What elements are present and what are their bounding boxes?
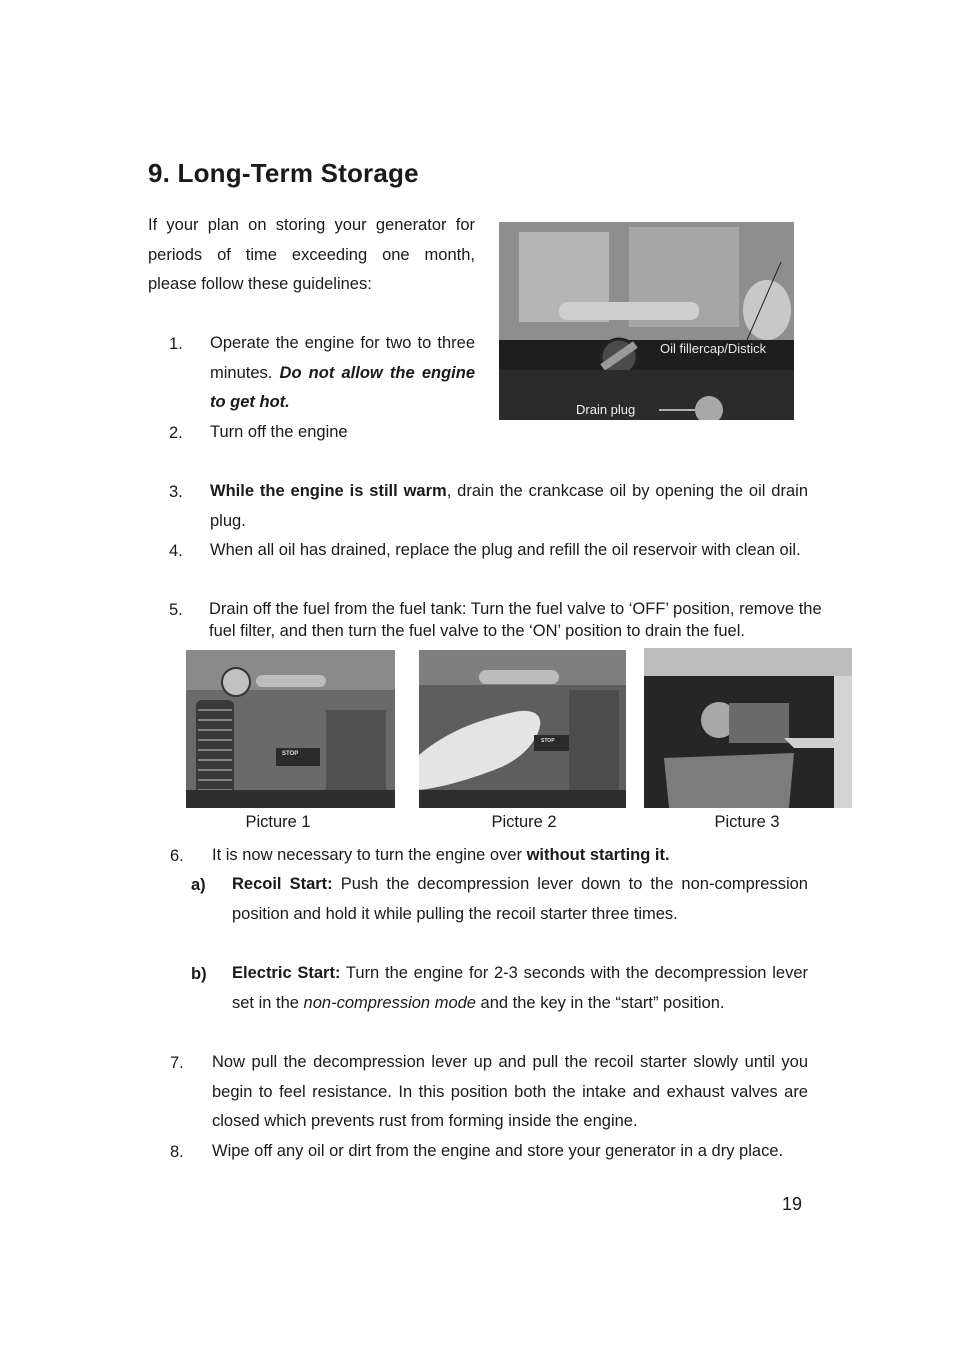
picture-2-stop-label: STOP <box>541 738 555 744</box>
step-1 <box>210 329 475 418</box>
step-4-text: When all oil has drained, replace the plug and refill the oil reservoir with clean oil. <box>210 541 801 559</box>
step-3-text: , drain the crankcase oil by opening the oil drain plug. <box>210 482 808 530</box>
picture-3-drain-tray <box>644 648 852 808</box>
substep-a <box>232 870 808 929</box>
step-3-number: 3. <box>169 483 183 501</box>
oil-fillercap-label: Oil fillercap/Distick <box>660 341 767 356</box>
picture-2-hand-valve <box>419 650 626 808</box>
substep-a-label: a) <box>191 876 206 894</box>
step-5-text: Drain off the fuel from the fuel tank: Turn the fuel valve to ‘OFF’ position, remove the fuel filter, and then turn the fuel valve to the ‘ON’ position to drain the fuel. <box>209 600 822 640</box>
step-2-number: 2. <box>169 424 183 442</box>
step-5-number: 5. <box>169 601 183 619</box>
substep-b-text-2: and the key in the “start” position. <box>475 993 725 1012</box>
page-number: 19 <box>782 1194 803 1214</box>
substep-b-mode: non-compression mode <box>303 993 476 1012</box>
substep-b <box>232 959 808 1018</box>
picture-2-caption: Picture 2 <box>491 813 557 831</box>
substep-b-label: b) <box>191 965 207 983</box>
step-7-text: Now pull the decompression lever up and pull the recoil starter slowly until you begin to feel resistance. In this position both the intake and exhaust valves are closed which prevents rust from forming inside the engine. <box>212 1053 808 1130</box>
step-6-emphasis: without starting it. <box>526 846 670 864</box>
substep-b-title: Electric Start: <box>232 964 341 982</box>
substep-a-text: Push the decompression lever down to the non-compression position and hold it while pulling the recoil starter three times. <box>232 875 808 923</box>
step-8-number: 8. <box>170 1143 184 1161</box>
intro-paragraph: If your plan on storing your generator for periods of time exceeding one month, please follow these guidelines: <box>148 216 475 293</box>
drain-plug-label: Drain plug <box>576 402 636 417</box>
step-7-number: 7. <box>170 1054 184 1072</box>
step-4-number: 4. <box>169 542 183 560</box>
step-3 <box>210 477 808 536</box>
step-1-text: Operate the engine for two to three minutes. <box>210 334 475 382</box>
picture-1-caption: Picture 1 <box>245 813 311 831</box>
picture-3-caption: Picture 3 <box>714 813 780 831</box>
step-6-text: It is now necessary to turn the engine over <box>212 846 527 864</box>
page-title: 9. Long-Term Storage <box>148 158 419 188</box>
step-6 <box>212 841 808 871</box>
step-1-number: 1. <box>169 335 183 353</box>
substep-a-title: Recoil Start: <box>232 875 333 893</box>
step-1-warning: Do not allow the engine to get hot. <box>210 363 475 411</box>
picture-1-fuel-filter <box>186 650 395 808</box>
step-8-text: Wipe off any oil or dirt from the engine and store your generator in a dry place. <box>212 1142 784 1160</box>
step-3-emphasis: While the engine is still warm <box>210 482 447 500</box>
substep-b-text-1: Turn the engine for 2-3 seconds with the decompression lever set in the <box>232 964 808 1012</box>
engine-photo-oil-drain <box>499 222 794 420</box>
step-2-text: Turn off the engine <box>210 423 348 441</box>
picture-1-stop-label: STOP <box>282 751 299 757</box>
step-6-number: 6. <box>170 847 184 865</box>
